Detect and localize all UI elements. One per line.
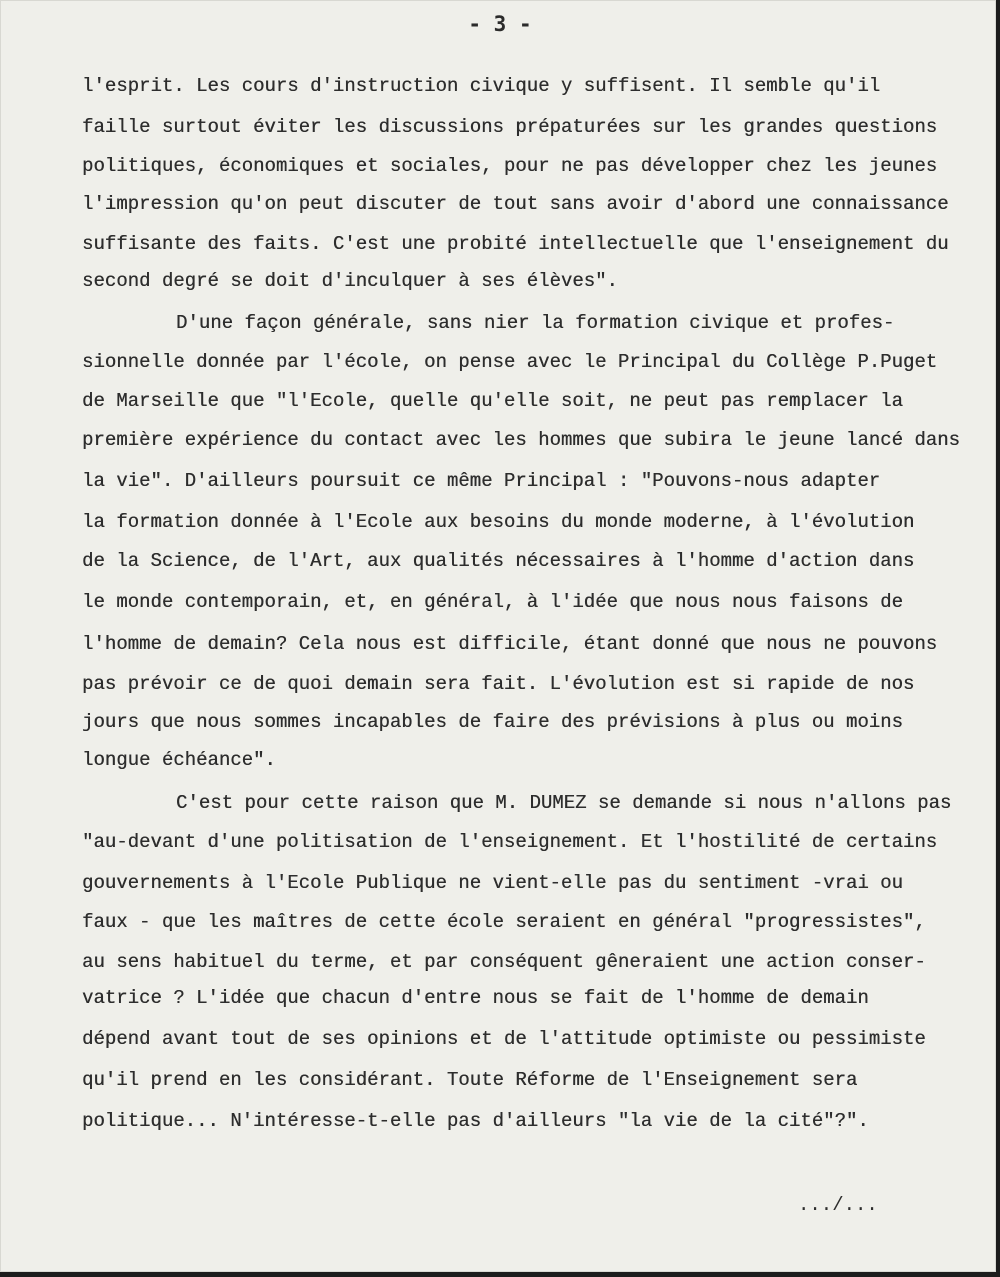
- text-line: politiques, économiques et sociales, pour ne pas développer chez les jeunes: [82, 155, 938, 177]
- text-line: vatrice ? L'idée que chacun d'entre nous se fait de l'homme de demain: [82, 987, 869, 1009]
- text-line: de la Science, de l'Art, aux qualités nécessaires à l'homme d'action dans: [82, 550, 915, 572]
- text-line: dépend avant tout de ses opinions et de l'attitude optimiste ou pessimiste: [82, 1028, 926, 1050]
- text-line: sionnelle donnée par l'école, on pense avec le Principal du Collège P.Puget: [82, 351, 938, 373]
- scan-border-bottom: [0, 1272, 1000, 1277]
- text-line: l'impression qu'on peut discuter de tout sans avoir d'abord une connaissance: [82, 193, 949, 215]
- text-line: de Marseille que "l'Ecole, quelle qu'elle soit, ne peut pas remplacer la: [82, 390, 903, 412]
- text-line: longue échéance".: [82, 749, 276, 771]
- text-line: qu'il prend en les considérant. Toute Réforme de l'Enseignement sera: [82, 1069, 858, 1091]
- text-line: politique... N'intéresse-t-elle pas d'ailleurs "la vie de la cité"?".: [82, 1110, 869, 1132]
- text-line: jours que nous sommes incapables de faire des prévisions à plus ou moins: [82, 711, 903, 733]
- text-line: faille surtout éviter les discussions prépaturées sur les grandes questions: [82, 116, 938, 138]
- text-line: C'est pour cette raison que M. DUMEZ se demande si nous n'allons pas: [176, 792, 952, 814]
- continuation-mark: .../...: [798, 1194, 878, 1216]
- text-line: l'esprit. Les cours d'instruction civique y suffisent. Il semble qu'il: [82, 75, 881, 97]
- text-line: "au-devant d'une politisation de l'enseignement. Et l'hostilité de certains: [82, 831, 938, 853]
- text-line: au sens habituel du terme, et par conséquent gêneraient une action conser-: [82, 951, 926, 973]
- text-line: première expérience du contact avec les hommes que subira le jeune lancé dans: [82, 429, 960, 451]
- text-line: la formation donnée à l'Ecole aux besoins du monde moderne, à l'évolution: [82, 511, 915, 533]
- text-line: l'homme de demain? Cela nous est difficile, étant donné que nous ne pouvons: [82, 633, 938, 655]
- page-number: - 3 -: [468, 12, 532, 36]
- text-line: la vie". D'ailleurs poursuit ce même Principal : "Pouvons-nous adapter: [82, 470, 881, 492]
- scan-border-right: [996, 0, 1000, 1277]
- text-line: D'une façon générale, sans nier la formation civique et profes-: [176, 312, 895, 334]
- text-line: faux - que les maîtres de cette école seraient en général "progressistes",: [82, 911, 926, 933]
- text-line: suffisante des faits. C'est une probité intellectuelle que l'enseignement du: [82, 233, 949, 255]
- text-line: second degré se doit d'inculquer à ses élèves".: [82, 270, 618, 292]
- text-line: gouvernements à l'Ecole Publique ne vient-elle pas du sentiment -vrai ou: [82, 872, 903, 894]
- text-line: le monde contemporain, et, en général, à l'idée que nous nous faisons de: [82, 591, 903, 613]
- text-line: pas prévoir ce de quoi demain sera fait. L'évolution est si rapide de nos: [82, 673, 915, 695]
